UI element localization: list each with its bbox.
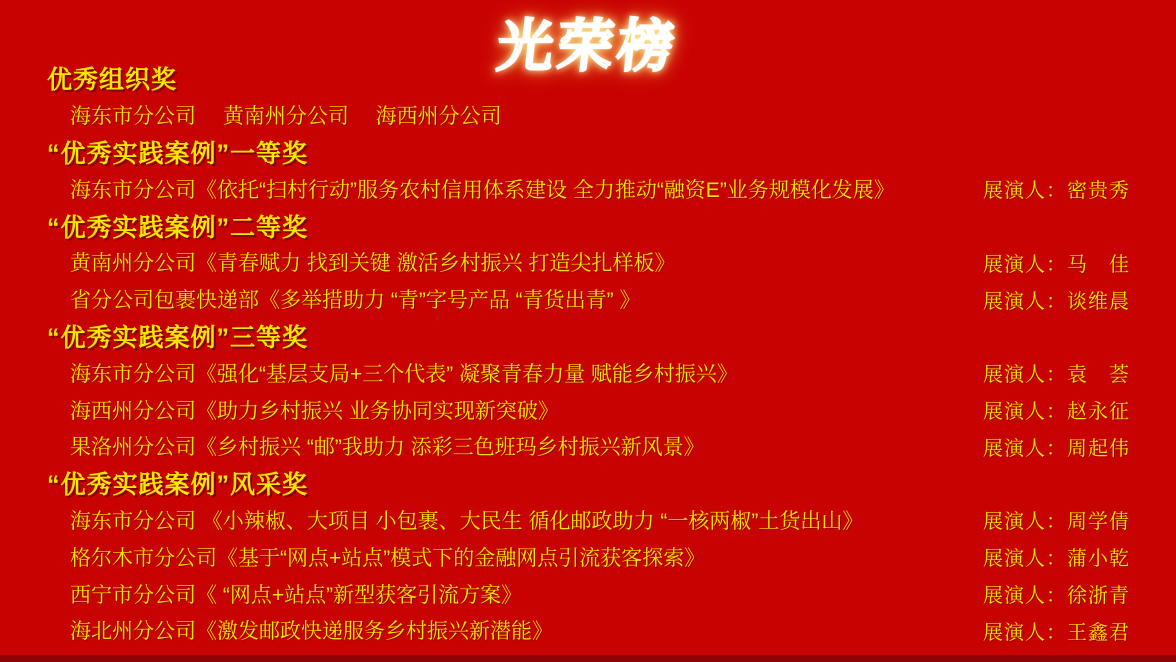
award-entry: 西宁市分公司《 “网点+站点”新型获客引流方案》 [70, 583, 523, 607]
section-heading: “优秀实践案例”三等奖 [47, 323, 309, 352]
award-entry: 海东市分公司 《小辣椒、大项目 小包裹、大民生 循化邮政助力 “一核两椒”土货出山》 [70, 509, 864, 533]
award-entry: 果洛州分公司《乡村振兴 “邮”我助力 添彩三色班玛乡村振兴新风景》 [70, 436, 705, 460]
award-entry: 海东市分公司《强化“基层支局+三个代表” 凝聚青春力量 赋能乡村振兴》 [70, 362, 738, 386]
award-row [0, 502, 1176, 539]
award-row [0, 244, 1176, 281]
award-row [0, 281, 1176, 318]
page-title: 光荣榜 [494, 2, 682, 82]
presenter-name: 展演人：密贵秀 [983, 180, 1130, 203]
presenter-name: 展演人：蒲小乾 [983, 548, 1130, 571]
award-entry: 海东市分公司 黄南州分公司 海西州分公司 [70, 105, 502, 129]
section-third-prize [0, 318, 1176, 465]
presenter-name: 展演人：马 佳 [983, 253, 1130, 276]
award-entry: 海东市分公司《依托“扫村行动”服务农村信用体系建设 全力推动“融资E”业务规模化发展》 [70, 178, 895, 202]
slide-bottom-edge [0, 655, 1176, 662]
award-row [0, 428, 1176, 465]
section-second-prize [0, 207, 1176, 317]
award-entry: 格尔木市分公司《基于“网点+站点”模式下的金融网点引流获客探索》 [70, 546, 706, 570]
award-row [0, 170, 1176, 207]
presenter-name: 展演人：袁 荟 [983, 364, 1130, 387]
presenter-name: 展演人：谈维晨 [983, 290, 1130, 313]
award-row [0, 575, 1176, 612]
presenter-name: 展演人：赵永征 [983, 401, 1130, 424]
section-heading: 优秀组织奖 [47, 66, 178, 95]
award-row [0, 354, 1176, 391]
presenter-name: 展演人：周起伟 [983, 437, 1130, 460]
award-row [0, 391, 1176, 428]
section-style-prize [0, 465, 1176, 649]
section-heading-row [0, 134, 1176, 171]
award-list [0, 60, 1176, 649]
section-heading: “优秀实践案例”二等奖 [47, 213, 309, 242]
presenter-name: 展演人：徐浙青 [983, 585, 1130, 608]
section-first-prize [0, 134, 1176, 208]
award-row [0, 538, 1176, 575]
section-heading: “优秀实践案例”一等奖 [47, 139, 309, 168]
presenter-name: 展演人：周学倩 [983, 511, 1130, 534]
section-heading-row [0, 318, 1176, 355]
section-excellent-organization [0, 60, 1176, 134]
award-entry: 省分公司包裹快递部《多举措助力 “青”字号产品 “青货出青” 》 [70, 289, 641, 313]
section-heading-row [0, 207, 1176, 244]
award-entry: 海北州分公司《激发邮政快递服务乡村振兴新潜能》 [70, 620, 553, 644]
award-entry: 海西州分公司《助力乡村振兴 业务协同实现新突破》 [70, 399, 559, 423]
section-heading-row [0, 60, 1176, 97]
award-entry: 黄南州分公司《青春赋力 找到关键 激活乡村振兴 打造尖扎样板》 [70, 252, 676, 276]
section-heading-row [0, 465, 1176, 502]
award-row [0, 612, 1176, 649]
award-row [0, 97, 1176, 134]
section-heading: “优秀实践案例”风采奖 [47, 471, 309, 500]
presenter-name: 展演人：王鑫君 [983, 621, 1130, 644]
